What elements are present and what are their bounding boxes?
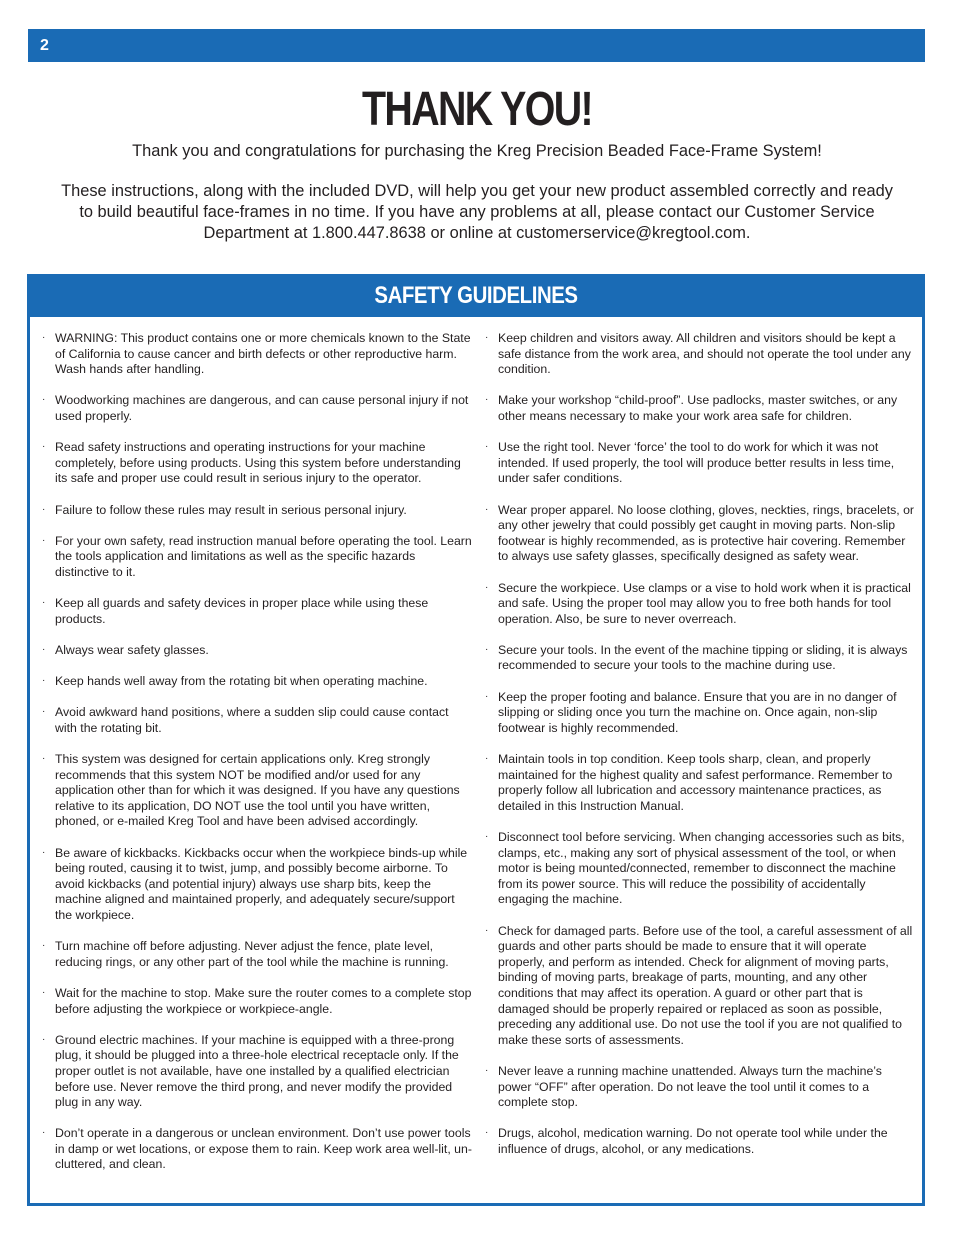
bullet-icon: · <box>42 675 46 687</box>
safety-guidelines-header <box>30 277 922 317</box>
safety-item <box>42 1033 472 1111</box>
safety-item-text: Secure your tools. In the event of the machine tipping or sliding, it is always recommended to secure your tools to the machine during use. <box>498 642 908 673</box>
safety-item <box>485 643 915 674</box>
safety-item-text: Drugs, alcohol, medication warning. Do not operate tool while under the influence of drugs, alcohol, or any medications. <box>498 1126 888 1156</box>
safety-item <box>42 331 472 378</box>
safety-column-left <box>42 331 472 1189</box>
safety-item <box>485 690 915 737</box>
bullet-icon: · <box>42 394 46 406</box>
bullet-icon: · <box>42 597 46 609</box>
safety-item-text: Disconnect tool before servicing. When changing accessories such as bits, clamps, etc., making any sort of physical assessment of the tool, or when motor is being mounted/connected, remember to disconnect the machine from its power source. This will reduce the possibility of accidentally engaging the machine. <box>498 830 905 907</box>
safety-item <box>42 846 472 924</box>
bullet-icon: · <box>485 753 489 765</box>
bullet-icon: · <box>42 753 46 765</box>
safety-item-text: Ground electric machines. If your machine is equipped with a three-prong plug, it should be plugged into a three-hole electrical receptacle only. If the proper outlet is not available, have one installed by a qualified electrician before use. Never remove the third prong, and never modify the provided plug in any way. <box>55 1032 459 1110</box>
bullet-icon: · <box>42 706 46 718</box>
safety-item-text: Secure the workpiece. Use clamps or a vise to hold work when it is practical and safe. Using the proper tool may allow you to free both hands for tool operation. Also, be sure to never overreach. <box>498 580 911 626</box>
safety-item <box>42 674 472 690</box>
safety-item <box>485 331 915 378</box>
safety-item <box>485 581 915 628</box>
safety-item <box>485 1126 915 1157</box>
page-title: THANK YOU! <box>362 83 592 136</box>
bullet-icon: · <box>42 441 46 453</box>
bullet-icon: · <box>485 394 489 406</box>
safety-item <box>485 393 915 424</box>
safety-item-text: Always wear safety glasses. <box>55 642 209 657</box>
safety-column-right <box>485 331 915 1173</box>
bullet-icon: · <box>485 690 489 702</box>
safety-item-text: Keep children and visitors away. All children and visitors should be kept a safe distance from the work area, and should not operate the tool under any condition. <box>498 331 911 377</box>
intro-paragraph-2: These instructions, along with the included DVD, will help you get your new product assembled correctly and ready to build beautiful face-frames in no time. If you have any problems at all, please contact our Customer Service Department at 1.800.447.8638 or online at customerservice@kregtool.com. <box>61 182 893 242</box>
safety-item-text: Be aware of kickbacks. Kickbacks occur when the workpiece binds-up while being routed, causing it to twist, jump, and possibly become airborne. To avoid kickbacks (and potential injury) always use sharp bits, keep the machine aligned and maintained properly, and adequately secure/support the workpiece. <box>55 845 468 922</box>
safety-item <box>485 924 915 1049</box>
safety-item-text: Check for damaged parts. Before use of the tool, a careful assessment of all guards and other parts should be made to ensure that it will operate properly, and perform as intended. Check for alignment of moving parts, binding of moving parts, breakage of parts, mounting, and any other conditions that may affect its operation. A guard or other part that is damaged should be properly repaired or replaced as soon as possible, preceding any additional use. Do not use the tool if you are not qualified to make these sorts of assessments. <box>498 923 913 1047</box>
safety-item-text: Avoid awkward hand positions, where a sudden slip could cause contact with the rotating bit. <box>55 705 449 735</box>
page-header-bar <box>28 29 925 62</box>
bullet-icon: · <box>42 846 46 858</box>
safety-item-text: Turn machine off before adjusting. Never adjust the fence, plate level, reducing rings, or any other part of the tool while the machine is running. <box>55 939 449 969</box>
safety-item-text: Read safety instructions and operating instructions for your machine completely, before using products. Using this system before understanding its safe and proper use could result in serious injury to the operator. <box>55 440 461 486</box>
safety-item <box>42 393 472 424</box>
safety-item-text: Don’t operate in a dangerous or unclean environment. Don’t use power tools in damp or wet locations, or expose them to rain. Keep work area well-lit, un-cluttered, and clean. <box>55 1126 472 1172</box>
bullet-icon: · <box>42 986 46 998</box>
bullet-icon: · <box>42 332 46 343</box>
safety-item <box>42 986 472 1017</box>
bullet-icon: · <box>485 643 489 655</box>
safety-item <box>42 643 472 659</box>
safety-item-text: Make your workshop “child-proof”. Use padlocks, master switches, or any other means necessary to make your work area safe for children. <box>498 393 898 423</box>
intro-paragraph-1: Thank you and congratulations for purchasing the Kreg Precision Beaded Face-Frame System! <box>132 142 822 160</box>
page-number: 2 <box>40 37 49 54</box>
bullet-icon: · <box>42 940 46 952</box>
safety-item <box>42 440 472 487</box>
safety-item-text: Wear proper apparel. No loose clothing, gloves, neckties, rings, bracelets, or any other jewelry that could possibly get caught in moving parts. Non-slip footwear is highly recommended, as is protective hair covering. Remember to always use safety glasses, specifically designed as safety wear. <box>498 502 915 564</box>
safety-item <box>42 503 472 519</box>
safety-item <box>42 1126 472 1173</box>
safety-item <box>485 1064 915 1111</box>
safety-item <box>485 830 915 908</box>
safety-guidelines-box <box>27 274 925 1206</box>
bullet-icon: · <box>485 503 489 515</box>
safety-item-text: For your own safety, read instruction manual before operating the tool. Learn the tools application and limitations as well as the specific hazards distinctive to it. <box>55 533 472 579</box>
bullet-icon: · <box>485 332 489 343</box>
safety-item-text: Maintain tools in top condition. Keep tools sharp, clean, and properly maintained for the highest quality and safest performance. Remember to properly follow all lubrication and accessory maintenance practices, as detailed in this Instruction Manual. <box>498 752 893 813</box>
safety-item-text: Woodworking machines are dangerous, and can cause personal injury if not used properly. <box>55 393 469 423</box>
bullet-icon: · <box>42 643 46 655</box>
safety-item <box>485 440 915 487</box>
safety-item-text: Wait for the machine to stop. Make sure the router comes to a complete stop before adjusting the workpiece or workpiece-angle. <box>55 985 472 1016</box>
safety-item <box>42 752 472 830</box>
safety-item-text: Keep the proper footing and balance. Ensure that you are in no danger of slipping or sliding once you turn the machine on. Once again, non-slip footwear is highly recommended. <box>498 689 897 735</box>
safety-item <box>42 596 472 627</box>
bullet-icon: · <box>42 1033 46 1045</box>
safety-item <box>42 939 472 970</box>
bullet-icon: · <box>42 534 46 546</box>
safety-item-text: Failure to follow these rules may result in serious personal injury. <box>55 502 407 517</box>
safety-item <box>42 534 472 581</box>
safety-item-text: WARNING: This product contains one or more chemicals known to the State of California to cause cancer and birth defects or other reproductive harm. Wash hands after handling. <box>55 331 471 377</box>
safety-guidelines-title: SAFETY GUIDELINES <box>374 282 578 309</box>
safety-item-text: This system was designed for certain applications only. Kreg strongly recommends that this system NOT be modified and/or used for any application other than for which it was designed. If you have any questions relative to its application, DO NOT use the tool until you have written, phoned, or e-mailed Kreg Tool and have been advised accordingly. <box>55 752 460 829</box>
bullet-icon: · <box>485 581 489 593</box>
safety-item <box>42 705 472 736</box>
safety-item-text: Never leave a running machine unattended. Always turn the machine’s power “OFF” after operation. Do not leave the tool until it comes to a complete stop. <box>498 1063 882 1110</box>
bullet-icon: · <box>485 831 489 842</box>
safety-item-text: Keep all guards and safety devices in proper place while using these products. <box>55 596 429 626</box>
bullet-icon: · <box>485 1064 489 1076</box>
bullet-icon: · <box>42 503 46 515</box>
bullet-icon: · <box>485 1127 489 1139</box>
bullet-icon: · <box>42 1127 46 1139</box>
bullet-icon: · <box>485 924 489 936</box>
safety-item-text: Keep hands well away from the rotating bit when operating machine. <box>55 674 428 689</box>
safety-item-text: Use the right tool. Never ‘force’ the tool to do work for which it was not intended. If used properly, the tool will produce better results in less time, under safer conditions. <box>498 440 895 486</box>
bullet-icon: · <box>485 441 489 453</box>
safety-item <box>485 752 915 814</box>
safety-item <box>485 503 915 565</box>
